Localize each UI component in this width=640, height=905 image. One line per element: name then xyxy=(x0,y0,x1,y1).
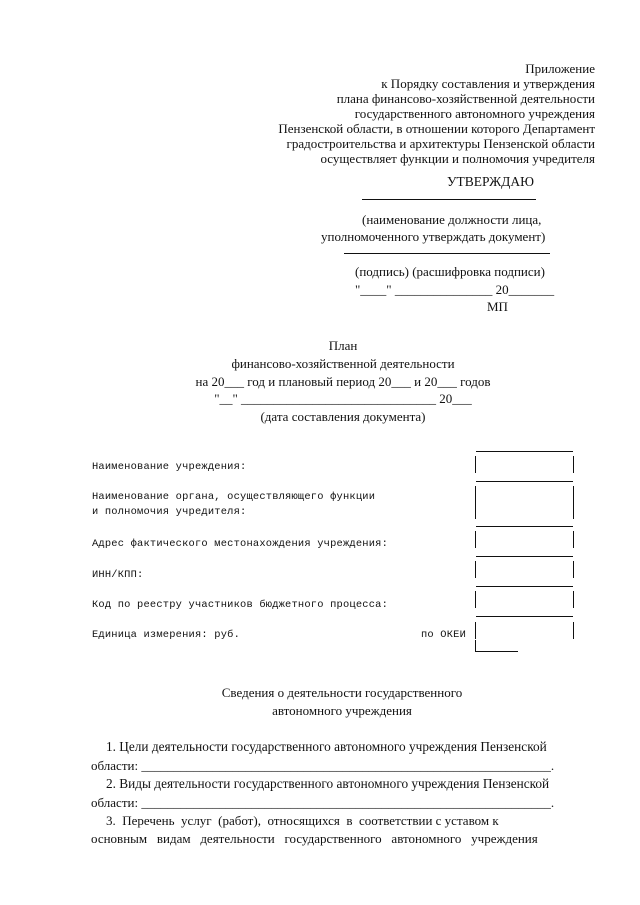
codes-table-border xyxy=(573,456,574,473)
plan-date-line: "__" ______________________________ 20___ xyxy=(214,391,472,406)
appendix-line-7: осуществляет функции и полномочия учредителя xyxy=(320,151,595,166)
stamp-label: МП xyxy=(487,299,508,314)
plan-period: на 20___ год и плановый период 20___ и 20___ годов xyxy=(195,374,491,389)
codes-table-divider xyxy=(476,616,573,617)
section-title-1: Сведения о деятельности государственного xyxy=(221,685,463,700)
codes-table-border xyxy=(573,622,574,639)
plan-date-hint: (дата составления документа) xyxy=(260,409,426,424)
item-2-line-2: области: _______________________________________________________________. xyxy=(91,795,555,810)
codes-table-divider xyxy=(476,556,573,557)
codes-table-top xyxy=(476,451,573,452)
budget-code-label: Код по реестру участников бюджетного процесса: xyxy=(92,599,389,611)
plan-subtitle: финансово-хозяйственной деятельности xyxy=(231,356,455,371)
founder-body-label-2: и полномочия учредителя: xyxy=(92,506,247,518)
codes-table-border xyxy=(475,531,476,548)
codes-table-divider xyxy=(476,526,573,527)
unit-label: Единица измерения: руб. xyxy=(92,629,241,641)
codes-table-border xyxy=(475,561,476,578)
signature-hint: (подпись) (расшифровка подписи) xyxy=(355,264,545,279)
appendix-line-5: Пензенской области, в отношении которого Департамент xyxy=(278,121,595,136)
codes-table-border xyxy=(573,591,574,608)
codes-table-border xyxy=(573,486,574,519)
okei-label: по ОКЕИ xyxy=(421,629,467,641)
codes-table-border xyxy=(475,622,476,639)
appendix-line-4: государственного автономного учреждения xyxy=(354,106,595,121)
codes-table-border xyxy=(475,456,476,473)
approval-heading: УТВЕРЖДАЮ xyxy=(447,174,535,189)
appendix-line-3: плана финансово-хозяйственной деятельности xyxy=(336,91,595,106)
address-label: Адрес фактического местонахождения учреждения: xyxy=(92,538,389,550)
position-line xyxy=(362,199,536,200)
codes-table-border xyxy=(475,591,476,608)
plan-title: План xyxy=(328,338,358,353)
codes-table-divider xyxy=(476,586,573,587)
approval-date-line: "____" _______________ 20_______ xyxy=(355,282,555,297)
signature-line xyxy=(344,253,550,254)
position-hint-1: (наименование должности лица, xyxy=(362,212,542,227)
section-title-2: автономного учреждения xyxy=(272,703,412,718)
appendix-line-1: Приложение xyxy=(525,61,595,76)
item-3-line-2: основным видам деятельности государственного автономного учреждения xyxy=(91,831,538,846)
codes-table-border xyxy=(573,531,574,548)
codes-table-bottom xyxy=(476,651,518,652)
appendix-line-2: к Порядку составления и утверждения xyxy=(381,76,595,91)
position-hint-2: уполномоченного утверждать документ) xyxy=(321,229,546,244)
codes-table-border xyxy=(475,486,476,519)
founder-body-label-1: Наименование органа, осуществляющего функции xyxy=(92,491,376,503)
item-2-line-1: 2. Виды деятельности государственного автономного учреждения Пензенской xyxy=(106,776,550,791)
inn-kpp-label: ИНН/КПП: xyxy=(92,569,144,581)
appendix-line-6: градостроительства и архитектуры Пензенской области xyxy=(286,136,595,151)
institution-name-label: Наименование учреждения: xyxy=(92,461,247,473)
codes-table-border xyxy=(573,561,574,578)
item-1-line-2: области: _______________________________________________________________. xyxy=(91,758,555,773)
item-3-line-1: 3. Перечень услуг (работ), относящихся в соответствии с уставом к xyxy=(106,813,499,828)
item-1-line-1: 1. Цели деятельности государственного автономного учреждения Пензенской xyxy=(106,739,547,754)
codes-table-divider xyxy=(476,481,573,482)
